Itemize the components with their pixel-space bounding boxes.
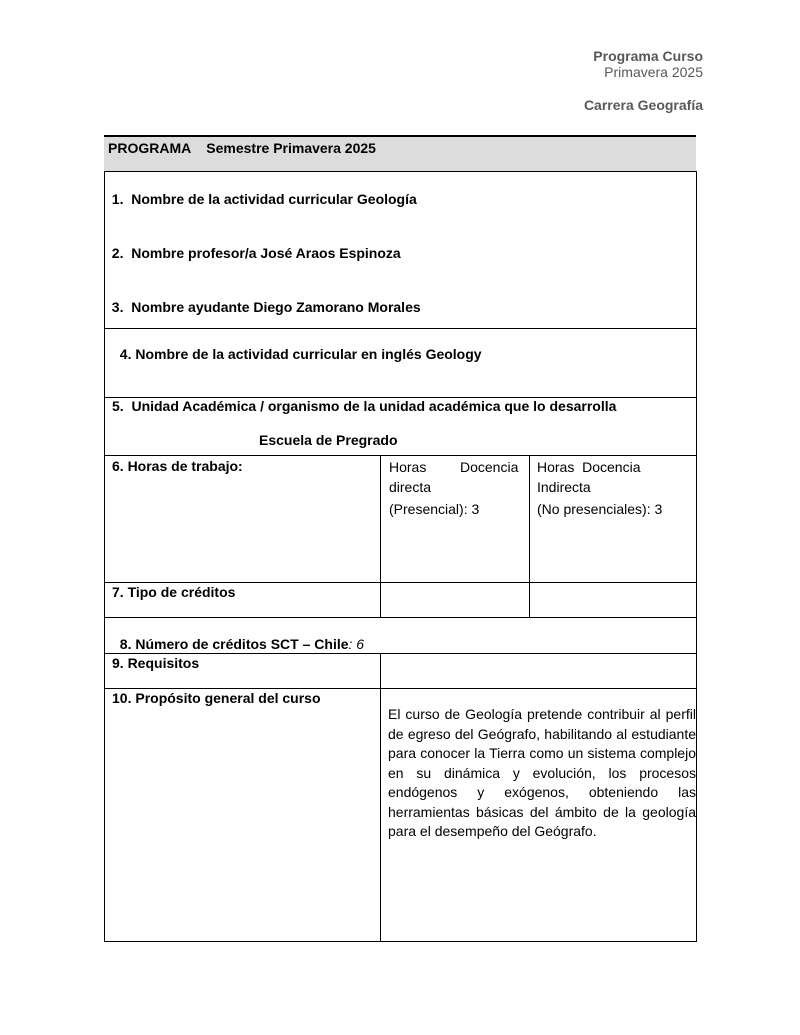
item-7-label: 7. Tipo de créditos (112, 584, 236, 600)
item-8-separator: : (348, 636, 353, 652)
item-8-value: 6 (352, 636, 365, 652)
indirect-hours-value: (No presenciales): 3 (537, 501, 663, 517)
item-1 (104, 174, 417, 208)
item-3-value: Diego Zamorano Morales (253, 299, 421, 315)
indirect-hours-line2: Indirecta (537, 479, 591, 495)
item-1-label: Nombre de la actividad curricular (131, 191, 353, 207)
document-title: Programa Curso (593, 48, 703, 64)
item-8 (112, 619, 364, 653)
item-10-label: 10. Propósito general del curso (112, 690, 321, 706)
item-9-label: 9. Requisitos (112, 655, 200, 671)
item-10-value: El curso de Geología pretende contribuir al perfil de egreso del Geógrafo, habilitando al estudiante para conocer la Tierra como un sistema complejo en su dinámica y evolución, los procesos endógenos y exógenos, obteniendo las herramientas básicas del ámbito de la geología para el desempeño del Geógrafo. (388, 706, 696, 839)
document-semester: Primavera 2025 (604, 64, 703, 80)
item-1-value: Geología (356, 191, 417, 207)
item-6-label: 6. Horas de trabajo: (112, 458, 243, 474)
item-8-label: 8. Número de créditos SCT – Chile (119, 636, 349, 652)
credit-type-value-cell-2 (529, 582, 697, 618)
item-3-number: 3. (111, 299, 124, 315)
credit-type-value-cell-1 (380, 582, 530, 618)
direct-hours-value: (Presencial): 3 (389, 501, 480, 517)
purpose-label-cell (104, 688, 381, 942)
career-name: Carrera Geografía (583, 97, 703, 113)
item-3-label: Nombre ayudante (131, 299, 250, 315)
program-band (104, 135, 696, 171)
career-header (584, 97, 703, 113)
program-band-label: PROGRAMA Semestre Primavera 2025 (108, 140, 376, 156)
document-header (593, 48, 703, 80)
indirect-hours-line1: Horas Docencia (537, 459, 641, 475)
item-1-number: 1. (111, 191, 124, 207)
item-4-value: Geology (425, 346, 482, 362)
direct-hours-line1b: Docencia (460, 459, 519, 475)
direct-hours-line2: directa (389, 479, 432, 495)
item-2-value: José Araos Espinoza (260, 245, 401, 261)
item-4 (112, 329, 482, 363)
item-5-value: Escuela de Pregrado (259, 432, 398, 448)
requirements-value-cell (380, 653, 697, 689)
item-5-label: 5. Unidad Académica / organismo de la unidad académica que lo desarrolla (112, 398, 617, 414)
item-3 (104, 282, 421, 316)
item-2 (104, 228, 401, 262)
item-2-number: 2. (111, 245, 124, 261)
item-4-label: 4. Nombre de la actividad curricular en inglés (119, 346, 422, 362)
direct-hours-line1a: Horas (389, 459, 427, 475)
item-2-label: Nombre profesor/a (131, 245, 257, 261)
